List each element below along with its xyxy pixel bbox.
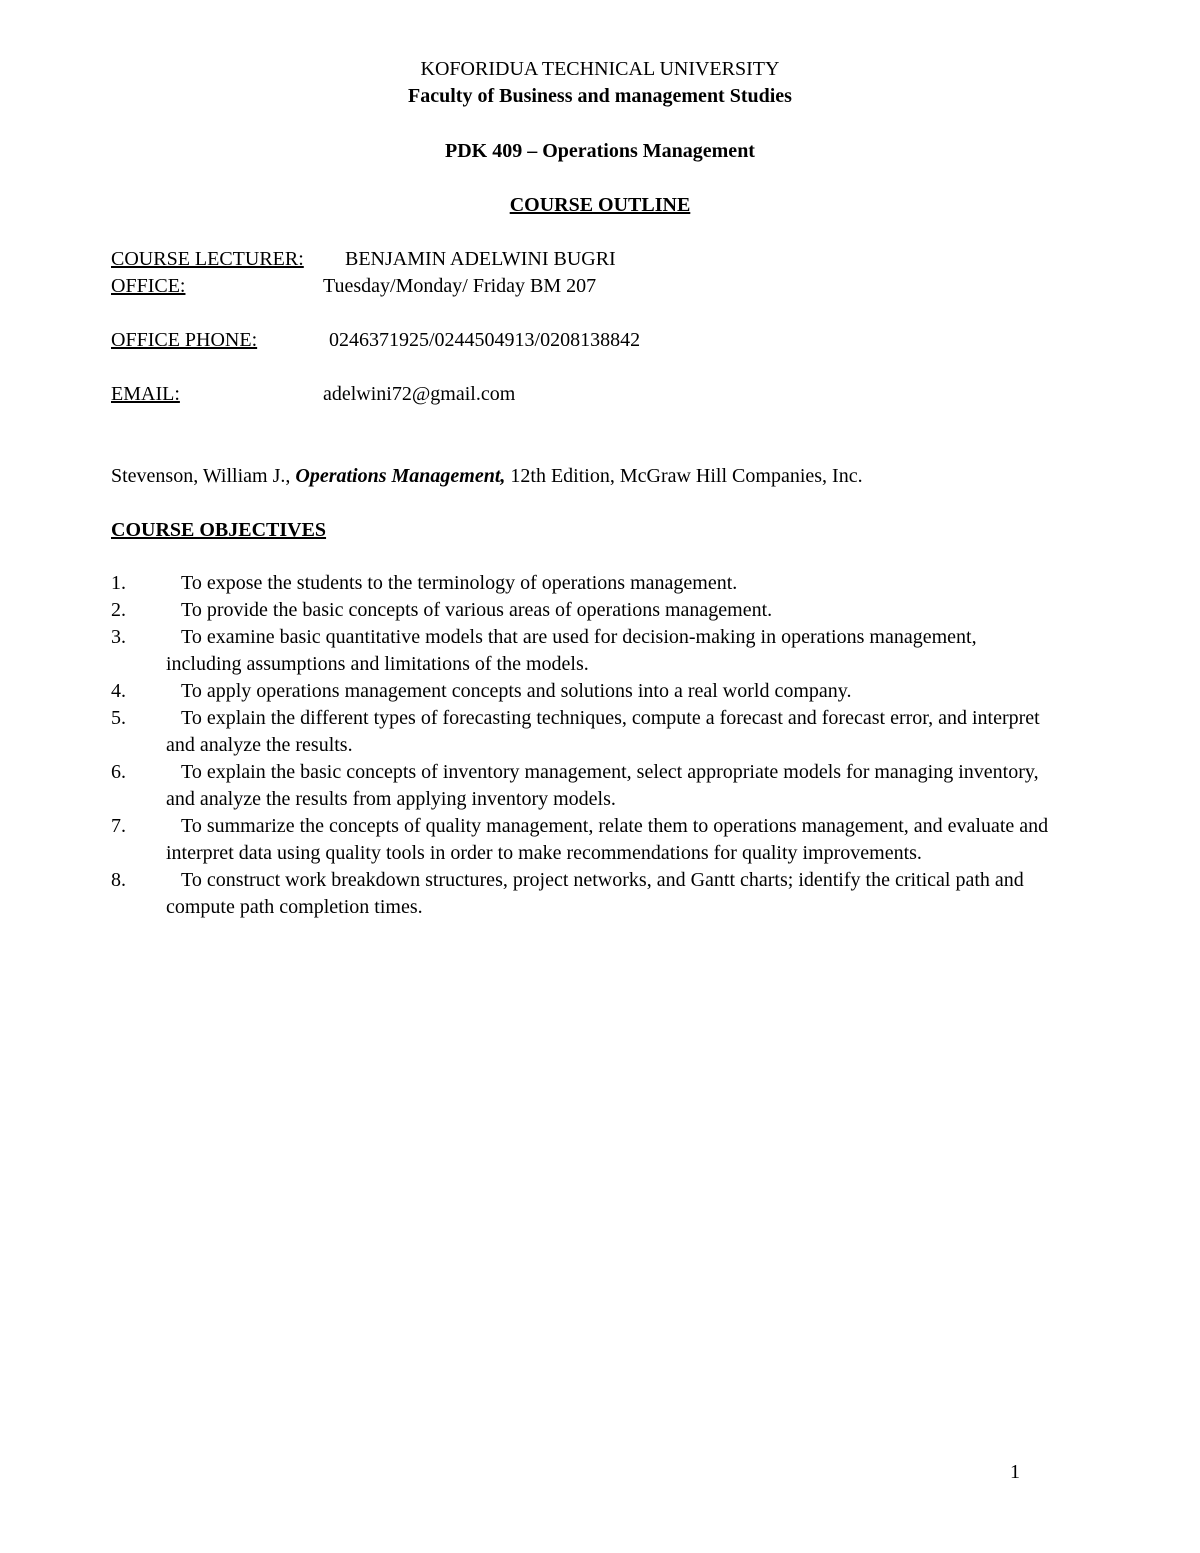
objective-number: 8. [111,869,126,891]
lecturer-label: COURSE LECTURER: [111,248,304,270]
objective-number: 7. [111,815,126,837]
objective-number: 4. [111,680,126,702]
email-row [111,381,516,408]
email-value: adelwini72@gmail.com [323,383,516,405]
phone-row [111,327,641,354]
objective-item [111,867,1051,921]
objective-item [111,597,1051,624]
reference-author: Stevenson, William J., [111,465,291,487]
objective-number: 1. [111,572,126,594]
faculty-name: Faculty of Business and management Studies [408,85,792,107]
phone-label: OFFICE PHONE: [111,329,258,351]
objectives-list [111,570,1051,921]
office-row [111,273,597,300]
objective-item [111,813,1051,867]
textbook-reference [111,463,863,490]
objective-number: 3. [111,626,126,648]
phone-value: 0246371925/0244504913/0208138842 [329,329,641,351]
page-number: 1 [1010,1461,1020,1483]
objective-text: To apply operations management concepts and solutions into a real world company. [181,680,852,702]
office-label: OFFICE: [111,275,186,297]
lecturer-row [111,246,616,273]
objective-text: To examine basic quantitative models that are used for decision-making in operations management, including assumptions and limitations of the models. [166,626,977,675]
objective-item [111,624,1051,678]
objective-text: To summarize the concepts of quality management, relate them to operations management, and evaluate and interpret data using quality tools in order to make recommendations for quality improvements. [166,815,1049,864]
course-title: PDK 409 – Operations Management [445,140,755,162]
objective-number: 5. [111,707,126,729]
document-title [0,192,1200,219]
objectives-heading: COURSE OBJECTIVES [111,519,327,541]
objective-text: To provide the basic concepts of various areas of operations management. [181,599,773,621]
objective-text: To explain the different types of forecasting techniques, compute a forecast and forecast error, and interpret and analyze the results. [166,707,1040,756]
objective-number: 6. [111,761,126,783]
email-label: EMAIL: [111,383,180,405]
university-name: KOFORIDUA TECHNICAL UNIVERSITY [420,58,780,80]
office-value: Tuesday/Monday/ Friday BM 207 [323,275,597,297]
objective-text: To construct work breakdown structures, project networks, and Gantt charts; identify the critical path and compute path completion times. [166,869,1024,918]
objective-item [111,570,1051,597]
objective-number: 2. [111,599,126,621]
document-title-text: COURSE OUTLINE [509,194,691,216]
objective-item [111,705,1051,759]
objective-text: To explain the basic concepts of inventory management, select appropriate models for managing inventory, and analyze the results from applying inventory models. [166,761,1039,810]
reference-title: Operations Management, [295,465,506,487]
objective-text: To expose the students to the terminology of operations management. [181,572,738,594]
reference-details: 12th Edition, McGraw Hill Companies, Inc. [510,465,863,487]
lecturer-value: BENJAMIN ADELWINI BUGRI [345,248,616,270]
objective-item [111,678,1051,705]
objective-item [111,759,1051,813]
